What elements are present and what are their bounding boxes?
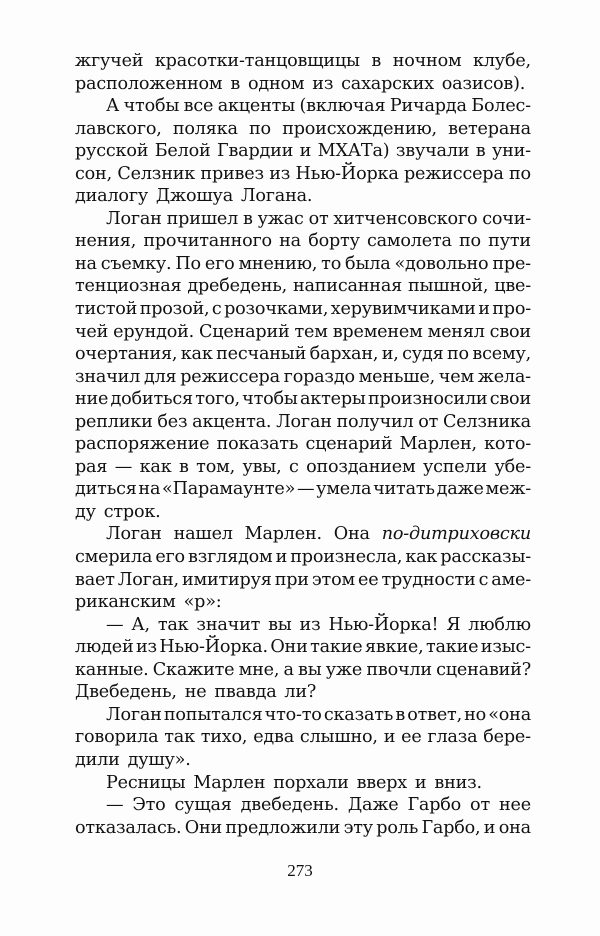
word: и bbox=[299, 141, 312, 162]
word: читать bbox=[373, 479, 435, 500]
word: она bbox=[498, 817, 531, 838]
word: Логан bbox=[106, 524, 162, 545]
text-line bbox=[75, 478, 531, 501]
word: самолета bbox=[366, 231, 452, 252]
word: чтобы bbox=[242, 389, 298, 410]
word: херувимчиками bbox=[330, 299, 476, 320]
word: Марлен, bbox=[399, 434, 477, 455]
word: прозой, bbox=[139, 299, 210, 320]
word: свои bbox=[489, 321, 531, 342]
word: Болес- bbox=[471, 96, 531, 117]
text-line bbox=[75, 704, 531, 727]
word: «Парамаунте» bbox=[162, 479, 296, 500]
word: душу». bbox=[127, 749, 191, 770]
word: опозданием bbox=[306, 456, 416, 477]
word: меж- bbox=[485, 479, 531, 500]
text-line bbox=[75, 388, 531, 411]
word: Селзник bbox=[117, 163, 196, 184]
word: по bbox=[249, 118, 271, 139]
text-line bbox=[75, 591, 531, 614]
word: бере- bbox=[483, 727, 531, 748]
word: вверх bbox=[356, 772, 408, 793]
word: Логана. bbox=[240, 186, 313, 207]
word: «довольно bbox=[394, 253, 489, 274]
word: на bbox=[75, 253, 97, 274]
word: для bbox=[143, 366, 177, 387]
word: людей bbox=[75, 637, 134, 658]
word: меньше, bbox=[358, 366, 436, 387]
word: в bbox=[475, 141, 486, 162]
word: с bbox=[211, 299, 222, 320]
text-line bbox=[75, 636, 531, 659]
word: сказать bbox=[323, 704, 394, 725]
word: Они bbox=[270, 637, 308, 658]
word: глаза bbox=[427, 727, 478, 748]
word: — bbox=[114, 456, 133, 477]
word: всему, bbox=[472, 344, 531, 365]
word: ние bbox=[75, 389, 109, 410]
word: убе- bbox=[494, 456, 531, 477]
word: увы, bbox=[242, 456, 282, 477]
word: в bbox=[371, 51, 382, 71]
word: мне, bbox=[238, 659, 280, 680]
word: Логан bbox=[106, 704, 162, 725]
word: и, bbox=[381, 344, 399, 365]
word: уни- bbox=[491, 141, 531, 162]
word: и bbox=[478, 299, 490, 320]
body-text bbox=[75, 50, 531, 839]
word: ужас bbox=[257, 208, 304, 229]
word: Ричарда bbox=[389, 96, 467, 117]
word: русской bbox=[75, 141, 149, 162]
word: менял bbox=[427, 321, 485, 342]
word: смерила bbox=[75, 547, 153, 568]
word: при bbox=[274, 569, 309, 590]
word: эту bbox=[343, 817, 373, 838]
word: акценты bbox=[217, 96, 295, 117]
word: слышно, bbox=[299, 727, 378, 748]
word: его bbox=[155, 547, 185, 568]
word: МХАТа) bbox=[317, 141, 390, 162]
word: но bbox=[464, 704, 487, 725]
word: имитируя bbox=[181, 569, 272, 590]
word: как bbox=[405, 547, 438, 568]
word: от bbox=[308, 208, 329, 229]
word: такие bbox=[310, 637, 363, 658]
word: Логан, bbox=[117, 569, 179, 590]
word: нашел bbox=[173, 524, 233, 545]
word: тистой bbox=[75, 299, 138, 320]
word: трудности bbox=[381, 569, 476, 590]
word: по-дитриховски bbox=[381, 524, 531, 545]
word: режиссера bbox=[180, 366, 280, 387]
word: на bbox=[279, 231, 301, 252]
word: чей bbox=[75, 321, 109, 342]
word: очертания, bbox=[75, 344, 178, 365]
word: оазисов). bbox=[441, 73, 526, 94]
text-line bbox=[75, 614, 531, 637]
word: судя bbox=[402, 344, 444, 365]
word: и bbox=[414, 772, 427, 793]
word: канные. bbox=[75, 659, 149, 680]
word: Она bbox=[333, 524, 370, 545]
word: из bbox=[312, 73, 334, 94]
text-line bbox=[75, 230, 531, 253]
word: а bbox=[283, 659, 294, 680]
word: пышной, bbox=[407, 276, 489, 297]
word: акцента. bbox=[192, 411, 272, 432]
word: сочи- bbox=[482, 208, 531, 229]
word: и bbox=[483, 817, 496, 838]
word: ли? bbox=[284, 682, 317, 703]
word: дили bbox=[75, 749, 120, 770]
word: значит bbox=[196, 614, 261, 635]
word: «р»: bbox=[183, 592, 222, 613]
word: по bbox=[509, 163, 531, 184]
word: изыс- bbox=[480, 637, 531, 658]
word: вы bbox=[298, 659, 322, 680]
word: Селзника bbox=[442, 411, 531, 432]
word: без bbox=[157, 411, 188, 432]
word: вы bbox=[268, 614, 292, 635]
word: роль bbox=[376, 817, 419, 838]
text-line bbox=[75, 681, 531, 704]
word: — bbox=[296, 479, 315, 500]
word: — bbox=[106, 795, 124, 816]
word: аме- bbox=[491, 569, 531, 590]
word: А bbox=[106, 96, 120, 117]
word: клубе, bbox=[473, 51, 531, 71]
word: пришел bbox=[166, 208, 239, 229]
word: ее bbox=[401, 727, 422, 748]
word: ее bbox=[358, 569, 379, 590]
word: даже bbox=[436, 479, 484, 500]
word: в bbox=[395, 704, 406, 725]
word: временем bbox=[332, 321, 423, 342]
word: двебедень. bbox=[240, 795, 339, 816]
word: съемку. bbox=[100, 253, 172, 274]
word: Гарбо bbox=[407, 795, 462, 816]
word: розочками, bbox=[224, 299, 329, 320]
word: Нью-Йорка. bbox=[159, 637, 268, 658]
word: по bbox=[459, 231, 481, 252]
word: привез bbox=[200, 163, 264, 184]
word: все bbox=[183, 96, 214, 117]
text-line bbox=[75, 366, 531, 389]
text-line bbox=[75, 208, 531, 231]
word: нения, bbox=[75, 231, 137, 252]
text-line bbox=[75, 456, 531, 479]
text-line bbox=[75, 817, 531, 840]
word: рассказы- bbox=[440, 547, 531, 568]
word: кото- bbox=[484, 434, 531, 455]
word: предложили bbox=[225, 817, 341, 838]
word: из bbox=[135, 637, 157, 658]
text-line bbox=[75, 275, 531, 298]
text-line bbox=[75, 118, 531, 141]
word: прочитанного bbox=[143, 231, 272, 252]
word: порхали bbox=[273, 772, 349, 793]
word: вниз. bbox=[434, 772, 482, 793]
word: распоряжение bbox=[75, 434, 210, 455]
word: По bbox=[175, 253, 201, 274]
text-line bbox=[75, 523, 531, 546]
word: режиссера bbox=[404, 163, 504, 184]
word: Логан bbox=[106, 208, 162, 229]
text-line bbox=[75, 659, 531, 682]
text-line bbox=[75, 501, 531, 524]
word: сценавий? bbox=[436, 659, 531, 680]
word: происхождению, bbox=[282, 118, 437, 139]
word: ерундой. bbox=[113, 321, 195, 342]
word: свои bbox=[489, 389, 531, 410]
page-number: 273 bbox=[287, 861, 313, 880]
word: с bbox=[478, 569, 489, 590]
word: произнесла, bbox=[290, 547, 403, 568]
word: А, bbox=[131, 614, 150, 635]
word: Скажите bbox=[152, 659, 235, 680]
word: песчаный bbox=[216, 344, 307, 365]
word: этом bbox=[311, 569, 355, 590]
word: бархан, bbox=[309, 344, 379, 365]
text-line bbox=[75, 343, 531, 366]
text-line bbox=[75, 163, 531, 186]
word: попытался bbox=[163, 704, 263, 725]
word: и bbox=[383, 727, 396, 748]
word: его bbox=[204, 253, 235, 274]
text-line bbox=[75, 185, 531, 208]
word: в bbox=[242, 208, 253, 229]
word: Марлен. bbox=[244, 524, 322, 545]
word: отказалась. bbox=[75, 817, 182, 838]
word: жела- bbox=[477, 366, 531, 387]
word: Сценарий bbox=[199, 321, 290, 342]
word: ветерана bbox=[448, 118, 531, 139]
word: поляка bbox=[172, 118, 238, 139]
word: Гвардии bbox=[217, 141, 294, 162]
word: ответ, bbox=[407, 704, 462, 725]
word: дребедень, bbox=[187, 276, 288, 297]
word: мнению, bbox=[238, 253, 318, 274]
word: уже bbox=[325, 659, 363, 680]
word: гораздо bbox=[283, 366, 355, 387]
word: получил bbox=[336, 411, 414, 432]
word: сценарий bbox=[305, 434, 393, 455]
word: Логан bbox=[276, 411, 332, 432]
word: не bbox=[184, 682, 207, 703]
word: что-то bbox=[264, 704, 322, 725]
word: хитченсовского bbox=[333, 208, 478, 229]
word: ночном bbox=[392, 51, 462, 71]
word: Ресницы bbox=[106, 772, 186, 793]
word: Марлен bbox=[193, 772, 266, 793]
word: пути bbox=[488, 231, 531, 252]
word: — bbox=[106, 614, 124, 635]
word: том, bbox=[196, 456, 235, 477]
word: с bbox=[288, 456, 299, 477]
text-line bbox=[75, 546, 531, 569]
word: была bbox=[345, 253, 391, 274]
word: актеры bbox=[299, 389, 366, 410]
word: такие bbox=[425, 637, 479, 658]
word: явкие, bbox=[364, 637, 424, 658]
text-line bbox=[75, 50, 531, 73]
text-line bbox=[75, 321, 531, 344]
word: тем bbox=[294, 321, 328, 342]
word: тихо, bbox=[200, 727, 248, 748]
word: пвавда bbox=[214, 682, 277, 703]
word: едва bbox=[253, 727, 295, 748]
word: добиться bbox=[110, 389, 193, 410]
word: ду bbox=[75, 501, 96, 522]
word: рая bbox=[75, 456, 108, 477]
word: то bbox=[321, 253, 342, 274]
word: на bbox=[138, 479, 161, 500]
word: Даже bbox=[347, 795, 399, 816]
word: показать bbox=[216, 434, 299, 455]
word: тенциозная bbox=[75, 276, 182, 297]
word: нее bbox=[498, 795, 531, 816]
word: Нью-Йорка! bbox=[328, 614, 439, 635]
word: из bbox=[269, 163, 291, 184]
word: одном bbox=[247, 73, 305, 94]
word: говорила bbox=[75, 727, 159, 748]
text-line bbox=[75, 749, 531, 772]
word: так bbox=[164, 727, 195, 748]
word: по bbox=[446, 344, 469, 365]
word: Это bbox=[132, 795, 166, 816]
text-line bbox=[75, 140, 531, 163]
text-line bbox=[75, 298, 531, 321]
word: из bbox=[299, 614, 321, 635]
word: так bbox=[157, 614, 189, 635]
word: Они bbox=[184, 817, 223, 838]
word: произносили bbox=[367, 389, 488, 410]
word: сахарских bbox=[341, 73, 434, 94]
word: написанная bbox=[292, 276, 403, 297]
word: расположенном bbox=[75, 73, 223, 94]
word: цве- bbox=[494, 276, 531, 297]
word: сон, bbox=[75, 163, 112, 184]
word: в bbox=[178, 456, 189, 477]
text-line bbox=[75, 95, 531, 118]
word: Нью-Йорка bbox=[295, 163, 399, 184]
word: красотки-танцовщицы bbox=[154, 51, 360, 71]
word: «она bbox=[488, 704, 531, 725]
word: от bbox=[418, 411, 439, 432]
word: того, bbox=[195, 389, 240, 410]
word: лавского, bbox=[75, 118, 162, 139]
word: реплики bbox=[75, 411, 153, 432]
text-line bbox=[75, 253, 531, 276]
text-line bbox=[75, 794, 531, 817]
word: (включая bbox=[299, 96, 386, 117]
word: борту bbox=[308, 231, 360, 252]
text-line bbox=[75, 73, 531, 96]
word: строк. bbox=[103, 501, 161, 522]
text-line bbox=[75, 726, 531, 749]
word: про- bbox=[492, 299, 531, 320]
word: жгучей bbox=[75, 51, 144, 71]
text-line bbox=[75, 411, 531, 434]
word: пре- bbox=[492, 253, 531, 274]
text-line bbox=[75, 569, 531, 592]
text-line bbox=[75, 772, 531, 795]
word: Белой bbox=[154, 141, 211, 162]
word: звучали bbox=[395, 141, 470, 162]
word: диалогу bbox=[75, 186, 148, 207]
word: как bbox=[180, 344, 213, 365]
word: сущая bbox=[174, 795, 232, 816]
word: взглядом bbox=[188, 547, 273, 568]
word: Джошуа bbox=[155, 186, 233, 207]
word: как bbox=[139, 456, 172, 477]
word: и bbox=[275, 547, 288, 568]
word: умела bbox=[316, 479, 372, 500]
word: в bbox=[230, 73, 241, 94]
word: Двебедень, bbox=[75, 682, 177, 703]
word: диться bbox=[75, 479, 137, 500]
word: чем bbox=[438, 366, 474, 387]
word: Гарбо, bbox=[421, 817, 481, 838]
word: чтобы bbox=[123, 96, 180, 117]
word: люблю bbox=[468, 614, 531, 635]
word: значил bbox=[75, 366, 141, 387]
word: от bbox=[470, 795, 490, 816]
word: успели bbox=[422, 456, 487, 477]
word: пвочли bbox=[366, 659, 432, 680]
word: риканским bbox=[75, 592, 176, 613]
word: Я bbox=[446, 614, 461, 635]
word: вает bbox=[75, 569, 115, 590]
text-line bbox=[75, 433, 531, 456]
